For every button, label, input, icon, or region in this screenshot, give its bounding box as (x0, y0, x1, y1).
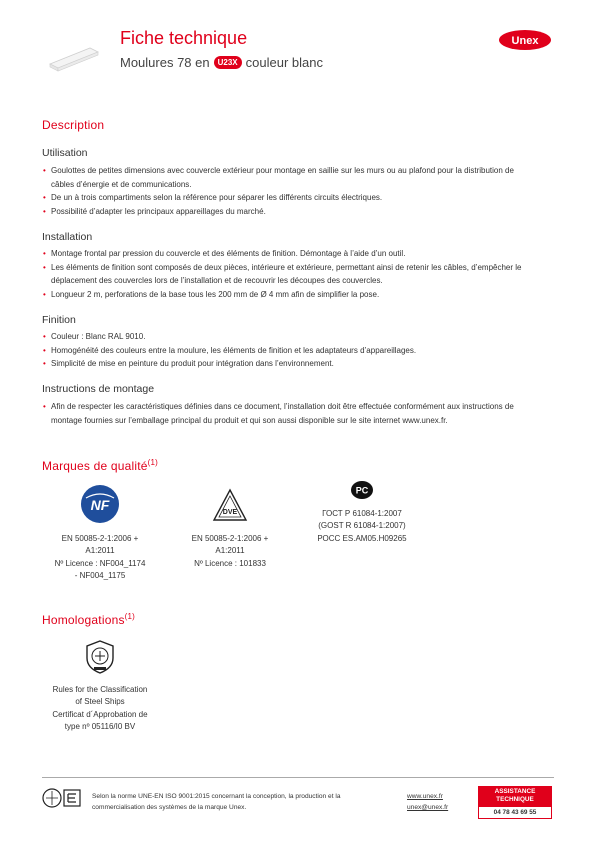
list-item: • Couleur : Blanc RAL 9010. (43, 330, 523, 344)
series-badge: U23X (214, 56, 242, 69)
quality-title (42, 458, 158, 473)
list-item: • De un à trois compartiments selon la référence pour séparer les différents circuits électriques. (43, 191, 523, 205)
mark-line: EN 50085-2-1:2006 + (61, 534, 139, 543)
list-item: • Possibilité d’adapter les principaux appareillages du marché. (43, 205, 523, 219)
utilisation-heading: Utilisation (42, 147, 88, 159)
footer-divider (42, 777, 554, 778)
instructions-heading: Instructions de montage (42, 383, 155, 395)
subtitle-product: Moulures 78 en (120, 55, 210, 70)
homologations-note: (1) (124, 612, 136, 621)
instructions-list (43, 400, 523, 427)
vde-letters: DVE (222, 509, 238, 516)
list-item: • Afin de respecter les caractéristiques définies dans ce document, l’installation doit être effectuée conformément aux instructions de montage fournies sur l’emballage principal du produit et qui son aussi disponible sur le site internet www.unex.fr. (43, 400, 523, 427)
finition-list (43, 330, 523, 371)
list-item: • Goulottes de petites dimensions avec couvercle extérieur pour montage en saillie sur les murs ou au plafond pour la distribution de câbles d’énergie et de communications. (43, 164, 523, 191)
homologation-bv (36, 640, 164, 734)
website-link[interactable]: www.unex.fr (407, 793, 443, 800)
svg-text:NF: NF (90, 497, 110, 513)
homologations-title-text: Homologations (42, 613, 125, 627)
mark-line: Nº Licence : 101833 (194, 558, 266, 568)
footer-links (407, 791, 448, 813)
homologations-title (42, 612, 135, 627)
quality-mark-vde (180, 488, 280, 570)
mark-line: ГОСТ Р 61084-1:2007 (322, 509, 402, 518)
homologation-line: type nº 05116/I0 BV (64, 722, 136, 732)
installation-list (43, 247, 523, 301)
quality-title-text: Marques de qualité (42, 459, 148, 473)
footer-certification-text: Selon la norme UNE-EN ISO 9001:2015 concernant la conception, la production et la commercialisation des systèmes de la marque Unex. (92, 793, 341, 811)
installation-heading: Installation (42, 231, 93, 243)
nf-logo-icon (80, 484, 120, 524)
homologation-line: of Steel Ships (75, 697, 125, 707)
page-title: Fiche technique (120, 28, 248, 48)
list-item: • Simplicité de mise en peinture du produit pour intégration dans l’environnement. (43, 357, 523, 371)
mark-line: A1:2011 (85, 546, 115, 556)
subtitle-color: couleur blanc (245, 55, 323, 70)
homologation-line: Certificat d´Approbation de (52, 709, 148, 719)
bureau-veritas-logo-icon (85, 640, 115, 674)
unex-logo (498, 29, 552, 51)
quality-note: (1) (147, 458, 159, 467)
email-link[interactable]: unex@unex.fr (407, 804, 449, 811)
mark-line: EN 50085-2-1:2006 + (191, 534, 269, 543)
homologation-line: Rules for the Classification (52, 685, 148, 694)
assistance-phone[interactable]: 04 78 43 69 55 (478, 806, 552, 819)
list-item: • Homogénéité des couleurs entre la moulure, les éléments de finition et les adaptateurs d’appareillages. (43, 344, 523, 358)
mark-line: A1:2011 (215, 546, 245, 556)
finition-heading: Finition (42, 314, 76, 326)
pct-logo-icon (350, 480, 374, 500)
utilisation-list (43, 164, 523, 218)
list-item: • Longueur 2 m, perforations de la base tous les 200 mm de Ø 4 mm afin de simplifier la pose. (43, 288, 523, 302)
vde-logo-icon (212, 488, 248, 522)
product-image (46, 44, 102, 72)
logo-text: Unex (511, 35, 539, 47)
page-subtitle (120, 55, 323, 70)
mark-line: - NF004_1175 (74, 571, 126, 581)
mark-line: РОСС ES.AM05.H09265 (317, 533, 407, 543)
pct-letters: PC (355, 485, 369, 496)
quality-mark-pct (306, 480, 418, 545)
list-item: • Les éléments de finition sont composés de deux pièces, intérieure et extérieure, permettant ainsi de retenir les câbles, d’empêcher le déplacement des couvercles lors de l’installation et de recouvrir les découpes des couvercles. (43, 261, 523, 288)
mark-line: (GOST R 61084-1:2007) (318, 521, 406, 531)
assistance-title: ASSISTANCE TECHNIQUE (478, 786, 552, 806)
technical-assistance-box (478, 786, 552, 819)
iqnet-certification-icon (42, 786, 82, 815)
mark-line: Nº Licence : NF004_1174 (54, 558, 146, 568)
description-title: Description (42, 118, 105, 132)
list-item: • Montage frontal par pression du couvercle et des éléments de finition. Démontage à l’aide d’un outil. (43, 247, 523, 261)
quality-mark-nf (50, 484, 150, 583)
